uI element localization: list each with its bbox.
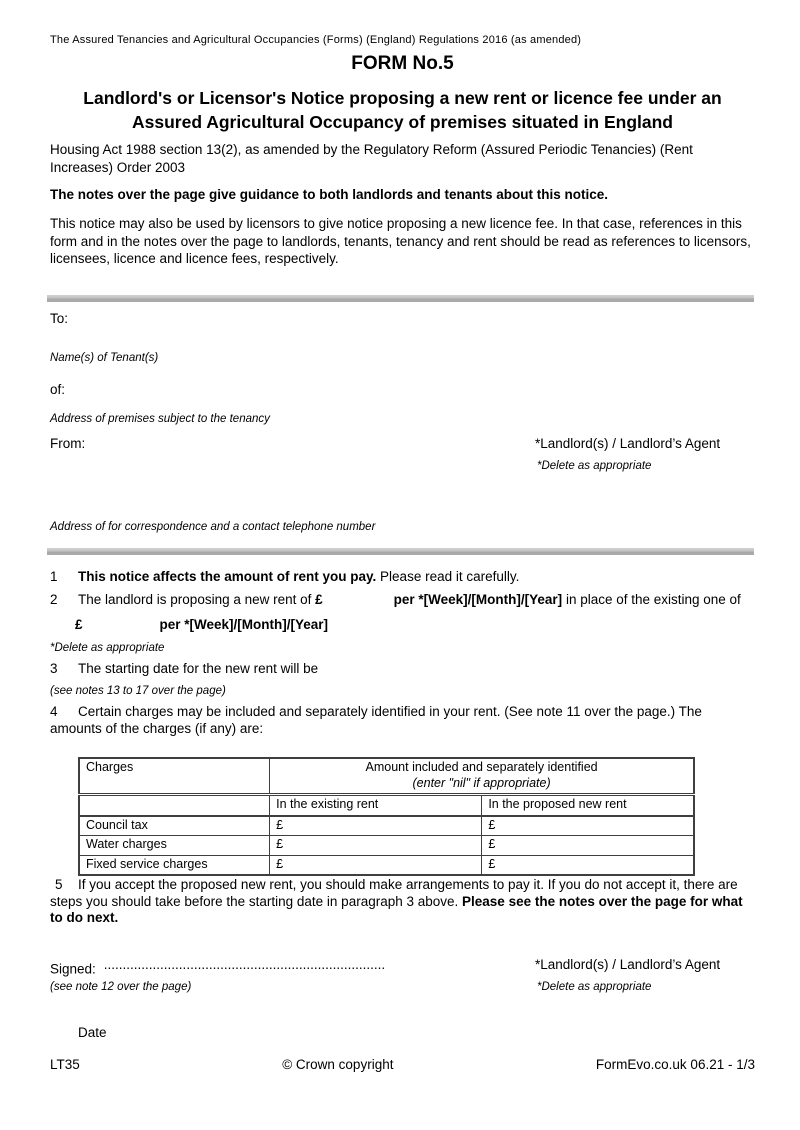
paragraph-5-text: If you accept the proposed new rent, you should make arrangements to pay it. If you do not accept it, there are steps you should take before the starting date in paragraph 3 above. <box>50 877 738 909</box>
table-row-council-tax <box>79 816 694 836</box>
paragraph-4 <box>50 704 755 737</box>
water-charges-proposed-amount-cell[interactable]: £ <box>482 836 694 856</box>
from-role-label: *Landlord(s) / Landlord’s Agent <box>535 436 721 451</box>
premises-address-hint: Address of premises subject to the tenancy <box>50 413 270 425</box>
tenant-names-field[interactable] <box>50 332 470 350</box>
footer-copyright: © Crown copyright <box>282 1057 394 1072</box>
footer-provider-page: FormEvo.co.uk 06.21 - 1/3 <box>595 1057 755 1072</box>
charge-label: Council tax <box>79 816 270 836</box>
empty-cell <box>79 795 270 816</box>
paragraph-1-rest-text: Please read it carefully. <box>376 569 520 584</box>
fixed-service-proposed-amount-cell[interactable]: £ <box>482 855 694 875</box>
new-rent-pound-sign: £ <box>315 592 323 607</box>
paragraph-3 <box>50 661 755 678</box>
charges-table <box>78 757 695 876</box>
proposed-rent-column-header: In the proposed new rent <box>482 795 694 816</box>
notes-guidance-line: The notes over the page give guidance to both landlords and tenants about this notice. <box>50 187 609 202</box>
paragraph-3-note: (see notes 13 to 17 over the page) <box>50 685 226 697</box>
council-tax-existing-amount-cell[interactable]: £ <box>270 816 482 836</box>
paragraph-1-bold-text: This notice affects the amount of rent you pay. <box>78 569 377 584</box>
paragraph-2-line2 <box>75 617 755 634</box>
signature-line[interactable]: ........................................................................... <box>103 957 386 972</box>
delete-as-appropriate-note: *Delete as appropriate <box>50 642 165 654</box>
amount-column-header-cell <box>270 758 694 795</box>
existing-rent-pound-sign: £ <box>75 617 83 632</box>
existing-rent-column-header: In the existing rent <box>270 795 482 816</box>
charges-table-header-row <box>79 758 694 795</box>
paragraph-4-text: Certain charges may be included and separately identified in your rent. (See note 11 over the page.) The amounts of the charges (if any) are: <box>50 704 702 736</box>
date-label: Date <box>78 1025 107 1040</box>
correspondence-address-field[interactable] <box>50 458 470 516</box>
amount-subheader-text: (enter "nil" if appropriate) <box>412 775 551 790</box>
charges-table-subheader-row <box>79 795 694 816</box>
form-title: Landlord's or Licensor's Notice proposing a new rent or licence fee under an Assured Agricultural Occupancy of premises situated in England <box>83 88 722 132</box>
paragraph-3-number: 3 <box>50 661 58 676</box>
table-row-fixed-service-charges <box>79 855 694 875</box>
to-label: To: <box>50 311 69 326</box>
form-number-heading: FORM No.5 <box>351 53 454 74</box>
section-divider-bar-middle <box>47 548 754 555</box>
charges-column-header: Charges <box>79 758 270 795</box>
tenant-names-hint: Name(s) of Tenant(s) <box>50 352 159 364</box>
council-tax-proposed-amount-cell[interactable]: £ <box>482 816 694 836</box>
signed-label: Signed: <box>50 961 96 977</box>
act-reference: Housing Act 1988 section 13(2), as amended by the Regulatory Reform (Assured Periodic Tenancies) (Rent Increases) Order 2003 <box>50 142 693 175</box>
signed-delete-note: *Delete as appropriate <box>537 981 652 993</box>
new-rent-amount-field[interactable] <box>323 592 394 604</box>
of-label: of: <box>50 382 66 397</box>
paragraph-1-number: 1 <box>50 569 58 584</box>
regulation-line: The Assured Tenancies and Agricultural Occupancies (Forms) (England) Regulations 2016 (as amended) <box>50 34 582 46</box>
paragraph-2-line1 <box>50 592 755 609</box>
charge-label: Fixed service charges <box>79 855 270 875</box>
paragraph-1 <box>50 569 755 586</box>
new-rent-period-text: per *[Week]/[Month]/[Year] <box>393 592 563 607</box>
date-field[interactable] <box>115 1022 315 1040</box>
signed-role-label: *Landlord(s) / Landlord’s Agent <box>535 957 721 972</box>
paragraph-3-text: The starting date for the new rent will be <box>78 661 319 676</box>
paragraph-2-lead-text: The landlord is proposing a new rent of <box>78 592 316 607</box>
from-label: From: <box>50 436 86 451</box>
fixed-service-existing-amount-cell[interactable]: £ <box>270 855 482 875</box>
paragraph-5 <box>50 877 755 927</box>
section-divider-bar-top <box>47 295 754 302</box>
paragraph-2-number: 2 <box>50 592 58 607</box>
table-row-water-charges <box>79 836 694 856</box>
existing-rent-amount-field[interactable] <box>83 617 160 629</box>
correspondence-address-hint: Address of for correspondence and a contact telephone number <box>50 521 376 533</box>
paragraph-4-number: 4 <box>50 704 58 719</box>
footer-form-code: LT35 <box>50 1057 80 1072</box>
paragraph-5-number: 5 <box>55 877 63 892</box>
premises-address-field[interactable] <box>50 399 470 411</box>
from-delete-note: *Delete as appropriate <box>537 460 652 472</box>
water-charges-existing-amount-cell[interactable]: £ <box>270 836 482 856</box>
existing-rent-period-text: per *[Week]/[Month]/[Year] <box>159 617 329 632</box>
signed-note: (see note 12 over the page) <box>50 981 192 993</box>
paragraph-5-bold-text: Please see the notes over the page for what to do next. <box>50 893 743 925</box>
charge-label: Water charges <box>79 836 270 856</box>
page-footer <box>50 1057 755 1072</box>
paragraph-2-tail-text: in place of the existing one of <box>562 592 741 607</box>
amount-header-text: Amount included and separately identified <box>365 760 598 774</box>
licensor-paragraph: This notice may also be used by licensors to give notice proposing a new licence fee. In that case, references in this form and in the notes over the page to landlords, tenants, tenancy and rent should be read as references to licensors, licensees, licence and licence fees, respectively. <box>50 216 751 266</box>
starting-date-field[interactable] <box>318 661 438 673</box>
